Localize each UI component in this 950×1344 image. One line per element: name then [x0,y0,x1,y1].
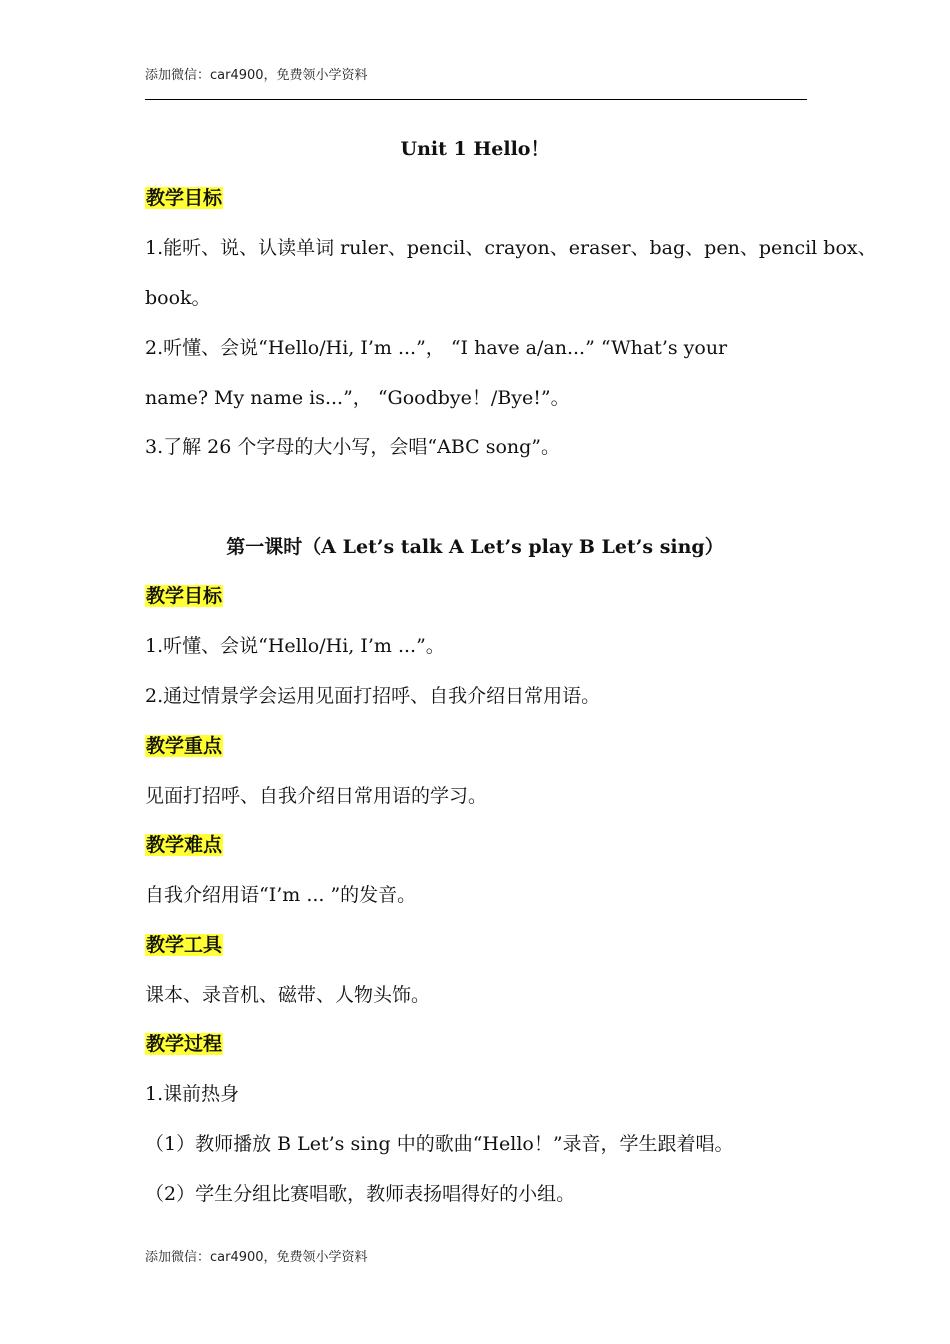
goal-line-1: 1.能听、说、认读单词 ruler、pencil、crayon、eraser、bag、pen、pencil box、 [145,237,877,259]
header-divider [145,99,807,100]
process-step-1: 1.课前热身 [145,1083,240,1105]
section-heading-goals [145,185,223,211]
heading-highlight: 教学目标 [146,187,223,209]
unit-title: Unit 1 Hello！ [400,138,550,160]
page-footer-text: 添加微信：car4900，免费领小学资料 [145,1250,368,1265]
goal-line-2: 2.听懂、会说“Hello/Hi, I’m ...”， “I have a/an...” “What’s your [145,337,728,359]
lesson-goals-heading [145,583,223,609]
goal-line-3: 3.了解 26 个字母的大小写，会唱“ABC song”。 [145,436,561,458]
heading-highlight: 教学过程 [146,1033,223,1055]
difficulty-heading [145,832,223,858]
page-header-text: 添加微信：car4900，免费领小学资料 [145,68,368,83]
heading-highlight: 教学目标 [146,585,223,607]
tools-text: 课本、录音机、磁带、人物头饰。 [145,984,431,1006]
lesson-goal-2: 2.通过情景学会运用见面打招呼、自我介绍日常用语。 [145,685,601,707]
heading-highlight: 教学工具 [146,934,223,956]
lesson-goal-1: 1.听懂、会说“Hello/Hi, I’m ...”。 [145,635,445,657]
key-points-text: 见面打招呼、自我介绍日常用语的学习。 [145,785,488,807]
key-points-heading [145,733,223,759]
heading-highlight: 教学难点 [146,834,223,856]
process-substep-2: （2）学生分组比赛唱歌，教师表扬唱得好的小组。 [145,1183,576,1205]
lesson-title: 第一课时（A Let’s talk A Let’s play B Let’s sing） [226,536,724,558]
goal-line-1b: book。 [145,287,211,309]
heading-highlight: 教学重点 [146,735,223,757]
tools-heading [145,932,223,958]
process-substep-1: （1）教师播放 B Let’s sing 中的歌曲“Hello！”录音，学生跟着唱。 [145,1133,734,1155]
goal-line-2b: name? My name is...”， “Goodbye！/Bye!”。 [145,387,570,409]
process-heading [145,1031,223,1057]
difficulty-text: 自我介绍用语“I’m ... ”的发音。 [145,884,417,906]
